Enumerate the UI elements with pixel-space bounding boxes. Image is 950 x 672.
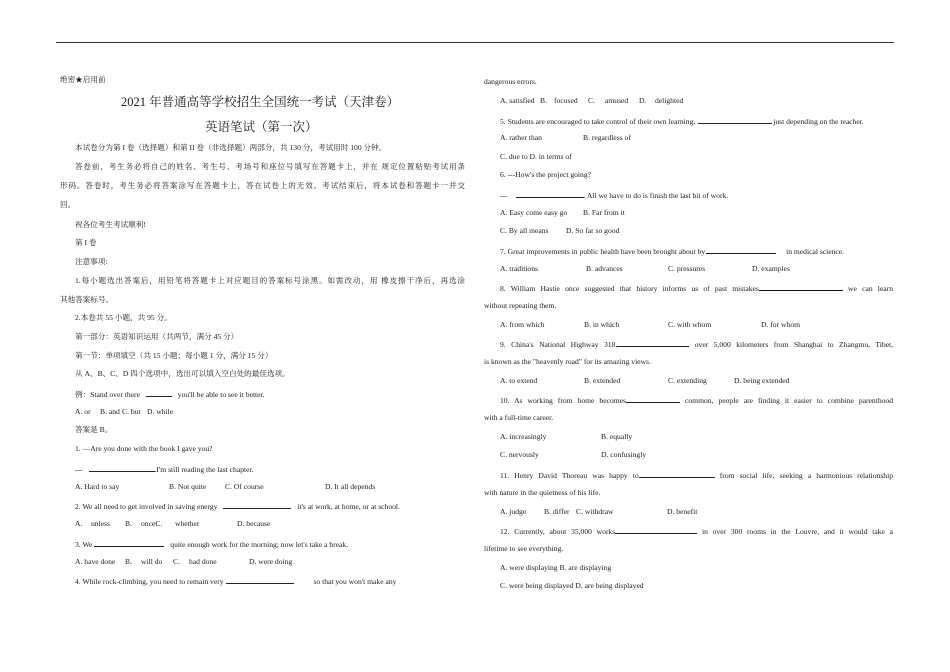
question-5-options-1: A. rather than B. regardless of xyxy=(500,133,631,142)
question-12-options-1: A. were displaying B. are displaying xyxy=(500,563,612,572)
question-12: 12. Currently, about 35,000 works in over 300 rooms in the Louvre, and it would take a xyxy=(500,527,893,536)
intro-paragraph-2c: 回。 xyxy=(60,200,76,209)
exam-title: 2021 年普通高等学校招生全国统一考试（天津卷） xyxy=(121,95,400,109)
question-1-reply: --- .I'm still reading the last chapter. xyxy=(75,465,254,474)
answer-blank xyxy=(223,500,291,509)
section-1-heading: 第一部分：英语知识运用（共两节，满分 45 分） xyxy=(75,332,239,341)
question-10-options-1: A. increasingly B. equally xyxy=(500,432,633,441)
note-2: 2.本卷共 55 小题，共 95 分。 xyxy=(75,313,172,322)
notes-heading: 注意事项: xyxy=(75,257,108,266)
question-4-options: A. satisfied B. focused C. amused D. delighted xyxy=(500,96,684,105)
question-6-reply: --- . All we have to do is finish the last bit of work. xyxy=(500,191,729,200)
question-11: 11. Henry David Thoreau was happy to from social life, seeking a harmonious relationship xyxy=(500,471,894,480)
intro-paragraph-1: 本试卷分为第 I 卷（选择题）和第 II 卷（非选择题）两部分，共 130 分，考试用时 100 分钟。 xyxy=(75,143,387,152)
exam-subtitle: 英语笔试（第一次） xyxy=(205,120,318,134)
question-6-options-2: C. By all means D. So far so good xyxy=(500,226,620,235)
good-luck-text: 祝各位考生考试顺利! xyxy=(75,220,146,229)
question-2: 2. We all need to get involved in saving energy it's at work, at home, or at school. xyxy=(75,502,400,511)
question-8: 8. William Hastie once suggested that history informs us of past mistakes we can learn xyxy=(500,284,893,293)
header-rule xyxy=(56,42,894,43)
question-10: 10. As working from home becomes common, people are finding it easier to combine parenthood xyxy=(500,396,894,405)
part-one-heading: 第 I 卷 xyxy=(75,238,97,247)
question-9: 9. China's National Highway 318, over 5,000 kilometers from Shanghai to Zhangmu, Tibet, xyxy=(500,340,894,349)
question-8-continued: without repeating them. xyxy=(484,301,557,310)
answer-blank xyxy=(226,575,294,584)
question-4: 4. While rock-climbing, you need to remain very so that you won't make any xyxy=(75,577,397,586)
section-1-1-heading: 第一节：单项填空（共 15 小题；每小题 1 分，满分 15 分） xyxy=(75,351,273,360)
question-10-continued: with a full-time career. xyxy=(484,413,554,422)
question-11-options: A. judge B. differ C. withdraw D. benefit xyxy=(500,507,698,516)
question-11-continued: with nature in the quietness of his life. xyxy=(484,488,601,497)
secret-mark: 绝密★启用前 xyxy=(60,75,106,84)
answer-blank xyxy=(615,525,697,534)
answer-blank xyxy=(516,189,584,198)
note-1b: 其他答案标号。 xyxy=(60,295,114,304)
question-10-options-2: C. nervously D. confusingly xyxy=(500,450,647,459)
intro-paragraph-2b: 形码。答卷时，考生务必将答案涂写在答题卡上，答在试卷上的无效。考试结束后，将本试卷和答题卡一并交 xyxy=(60,181,465,190)
question-3-options: A. have done B. will do C. had done D. were doing xyxy=(75,557,293,566)
question-1: 1. —Are you done with the book I gave you? xyxy=(75,444,213,453)
answer-blank xyxy=(639,469,715,478)
example-options: A. or B. and C. but D. while xyxy=(75,407,174,416)
question-8-options: A. from which B. in which C. with whom D. for whom xyxy=(500,320,801,329)
example-question: 例：Stand over there you'll be able to see it better. xyxy=(75,390,265,399)
answer-blank xyxy=(617,338,689,347)
question-7: 7. Great improvements in public health have been brought about by in medical science. xyxy=(500,247,845,256)
question-4-continued: dangerous errors. xyxy=(484,77,537,86)
question-3: 3. We quite enough work for the morning; now let's take a break. xyxy=(75,540,349,549)
intro-paragraph-2a: 答卷前，考生务必将自己的姓名、考生号、考场号和座位号填写在答题卡上，并在 规定位置粘贴考试用条 xyxy=(75,162,465,171)
example-answer: 答案是 B。 xyxy=(75,425,113,434)
answer-blank xyxy=(94,538,164,547)
question-6-options-1: A. Easy come easy go B. Far from it xyxy=(500,208,625,217)
answer-blank xyxy=(146,388,172,397)
question-5: 5. Students are encouraged to take control of their own learning, just depending on the teacher. xyxy=(500,117,864,126)
question-6: 6. ---How's the project going? xyxy=(500,170,591,179)
answer-blank xyxy=(706,245,776,254)
answer-blank xyxy=(759,282,843,291)
question-1-options: A. Hard to say B. Not quite C. Of course D. It all depends xyxy=(75,482,376,491)
note-1a: 1.每小题选出答案后，用铅笔将答题卡上对应题目的答案标号涂黑。如需改动，用 橡皮擦干净后，再选涂 xyxy=(75,276,465,285)
question-9-continued: is known as the "heavenly road" for its amazing views. xyxy=(484,357,651,366)
question-2-options: A. unless B. onceC. whether D. because xyxy=(75,519,271,528)
question-9-options: A. to extend B. extended C. extending D. being extended xyxy=(500,376,790,385)
question-5-options-2: C. due to D. in terms of xyxy=(500,152,572,161)
answer-blank xyxy=(89,463,155,472)
instructions: 从 A、B、C、D 四个选项中，选出可以填入空白处的最佳选项。 xyxy=(75,369,290,378)
question-12-options-2: C. were being displayed D. are being displayed xyxy=(500,581,644,590)
question-12-continued: lifetime to see everything. xyxy=(484,544,564,553)
question-7-options: A. traditions B. advances C. pressures D. examples xyxy=(500,264,790,273)
answer-blank xyxy=(626,394,680,403)
answer-blank xyxy=(698,115,772,124)
